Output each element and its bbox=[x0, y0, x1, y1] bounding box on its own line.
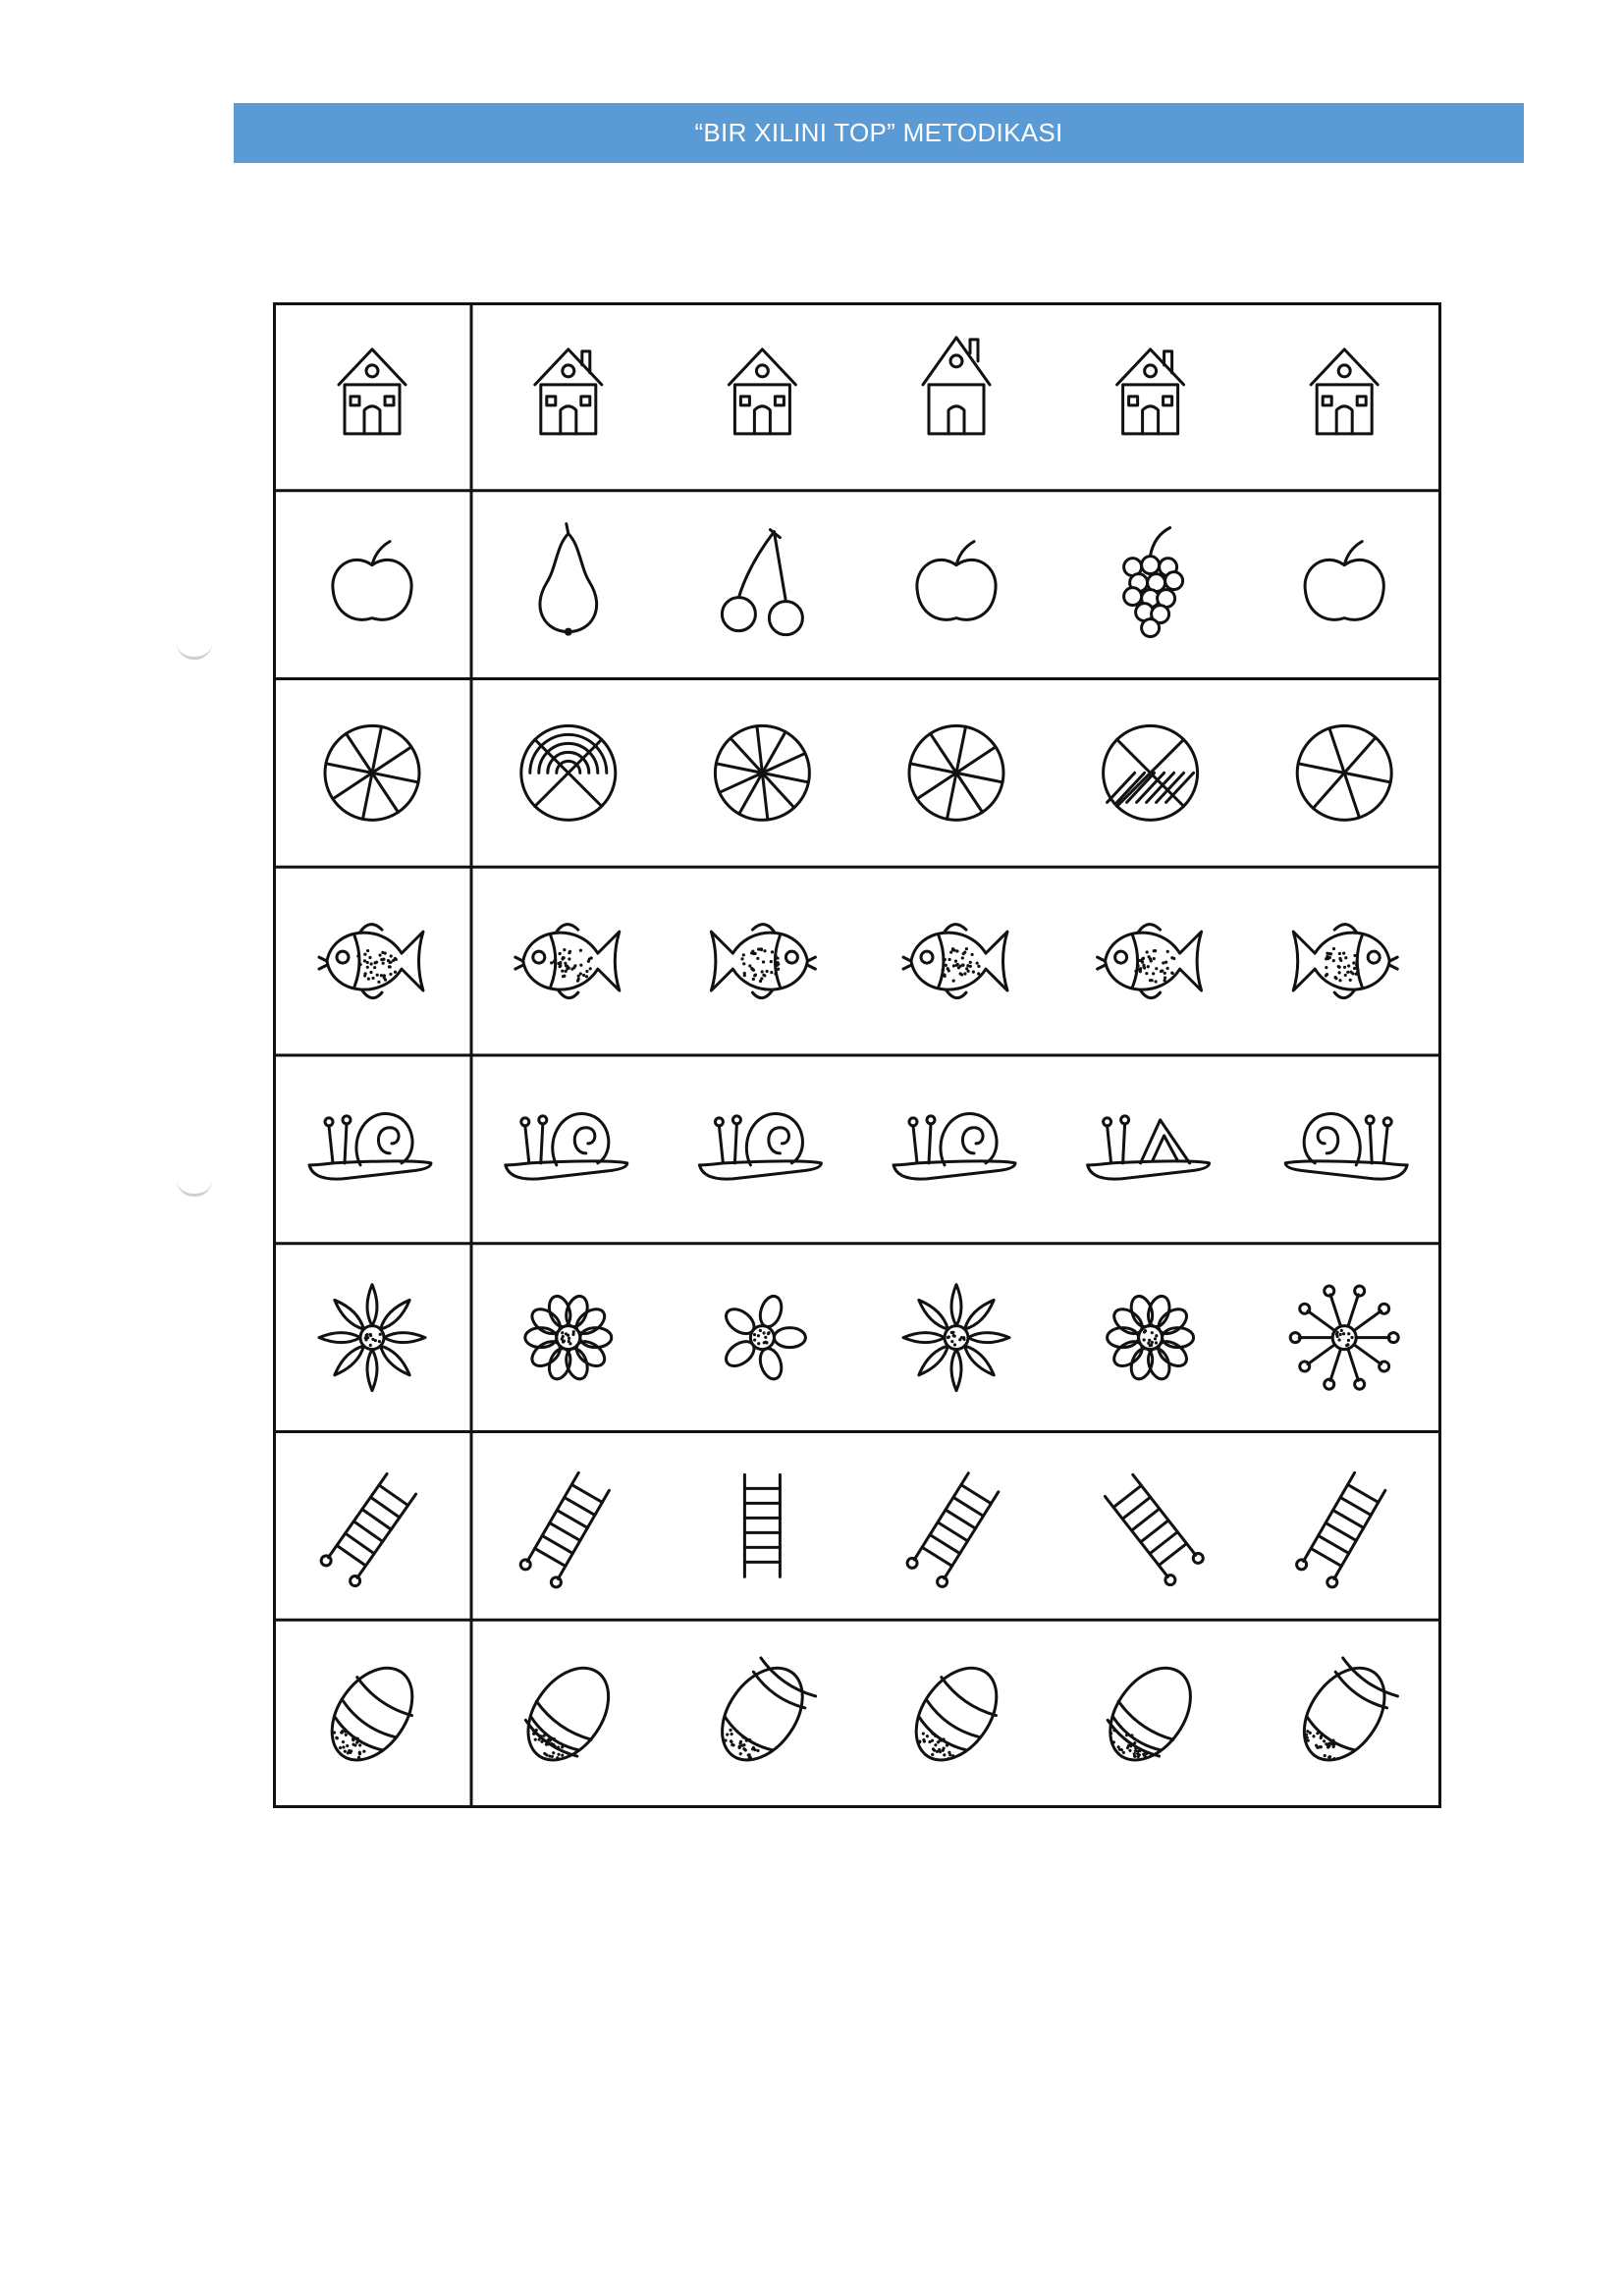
striped-circle-icon[interactable] bbox=[715, 725, 809, 820]
ladder-icon[interactable] bbox=[1101, 1471, 1205, 1586]
header-bar bbox=[234, 103, 1524, 163]
flower-icon[interactable] bbox=[1108, 1294, 1194, 1382]
striped-circle-icon bbox=[325, 725, 419, 820]
snail-icon[interactable] bbox=[699, 1114, 821, 1180]
striped-circle-icon[interactable] bbox=[1297, 725, 1391, 820]
flower-icon[interactable] bbox=[525, 1294, 612, 1382]
egg-icon[interactable] bbox=[1094, 1653, 1207, 1775]
apple-icon bbox=[333, 542, 411, 620]
snail-icon[interactable] bbox=[1285, 1114, 1407, 1180]
fish-icon[interactable] bbox=[711, 925, 815, 998]
fish-icon[interactable] bbox=[903, 925, 1007, 998]
striped-circle-icon[interactable] bbox=[521, 725, 616, 820]
striped-circle-icon[interactable] bbox=[1104, 725, 1198, 820]
egg-icon[interactable] bbox=[1288, 1653, 1401, 1775]
house-icon[interactable] bbox=[923, 338, 990, 434]
apple-icon[interactable] bbox=[917, 542, 996, 620]
punch-hole-mark bbox=[177, 1180, 212, 1197]
ladder-icon bbox=[319, 1471, 419, 1588]
cherry-icon[interactable] bbox=[722, 530, 802, 635]
egg-icon[interactable] bbox=[512, 1653, 624, 1775]
flower-icon[interactable] bbox=[1290, 1285, 1398, 1391]
apple-icon[interactable] bbox=[1305, 542, 1383, 620]
fish-icon[interactable] bbox=[1293, 925, 1397, 998]
flower-icon[interactable] bbox=[722, 1294, 805, 1382]
fish-icon[interactable] bbox=[515, 925, 620, 998]
snail-icon bbox=[309, 1114, 431, 1180]
flower-icon bbox=[319, 1285, 425, 1391]
pear-icon[interactable] bbox=[540, 524, 597, 636]
flower-icon[interactable] bbox=[903, 1285, 1009, 1391]
ladder-icon[interactable] bbox=[744, 1474, 780, 1576]
house-icon[interactable] bbox=[729, 349, 795, 434]
fish-icon bbox=[319, 925, 423, 998]
ladder-icon[interactable] bbox=[905, 1470, 1002, 1588]
ladder-icon[interactable] bbox=[518, 1470, 613, 1589]
ladder-icon[interactable] bbox=[1295, 1470, 1389, 1589]
punch-hole-mark bbox=[177, 643, 212, 660]
house-icon[interactable] bbox=[1311, 349, 1378, 434]
snail-icon[interactable] bbox=[506, 1114, 627, 1180]
egg-icon[interactable] bbox=[899, 1653, 1012, 1775]
house-icon bbox=[339, 349, 406, 434]
egg-icon[interactable] bbox=[706, 1653, 819, 1775]
snail-icon[interactable] bbox=[1088, 1116, 1210, 1179]
house-icon[interactable] bbox=[535, 349, 602, 434]
picture-grid bbox=[273, 302, 1441, 1808]
fish-icon[interactable] bbox=[1098, 925, 1202, 998]
egg-icon bbox=[315, 1653, 428, 1775]
house-icon[interactable] bbox=[1117, 349, 1184, 434]
page-title: “BIR XILINI TOP” METODIKASI bbox=[694, 118, 1063, 147]
striped-circle-icon[interactable] bbox=[909, 725, 1003, 820]
snail-icon[interactable] bbox=[893, 1114, 1015, 1180]
grapes-icon[interactable] bbox=[1124, 528, 1183, 637]
